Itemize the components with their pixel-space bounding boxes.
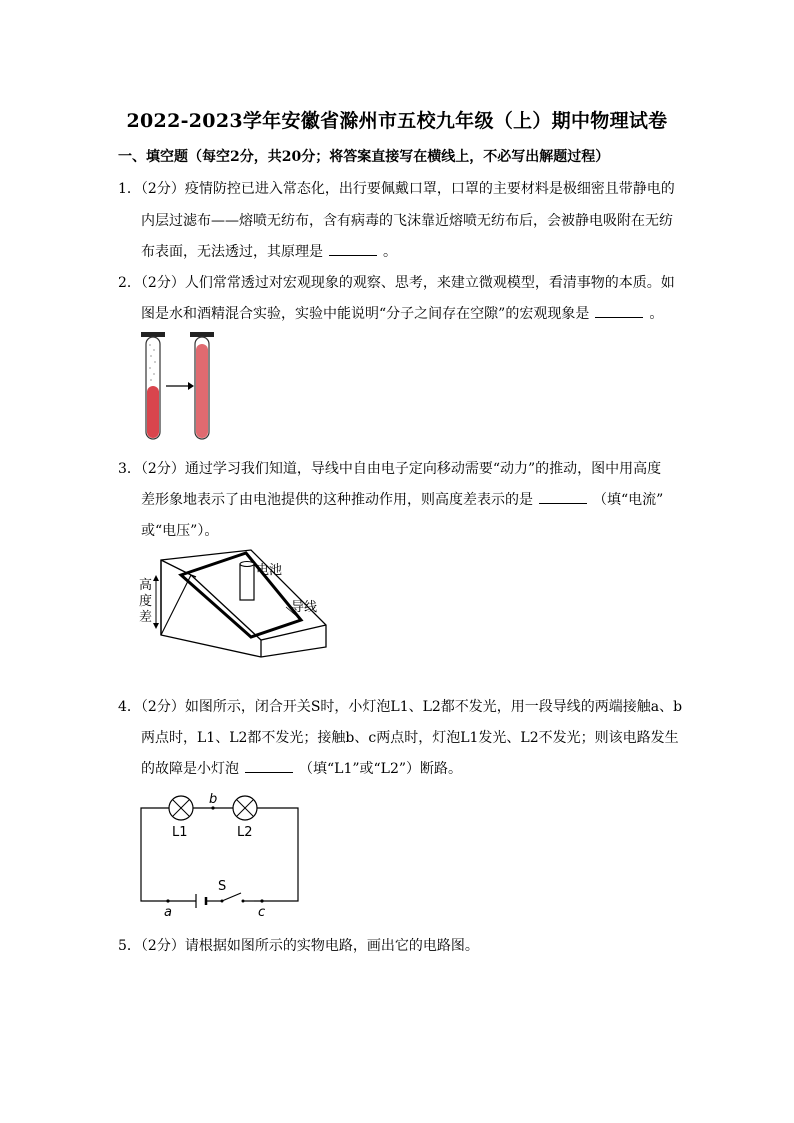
q4-line-3 bbox=[141, 758, 462, 778]
water-left bbox=[147, 386, 159, 438]
battery bbox=[240, 564, 254, 600]
answer-blank[interactable] bbox=[245, 760, 293, 773]
q3-hint: （填“电流” bbox=[593, 492, 664, 508]
q1-line-3 bbox=[141, 241, 397, 261]
q2-line-2 bbox=[141, 303, 663, 323]
q3-line-2 bbox=[141, 489, 663, 509]
switch-s bbox=[222, 893, 241, 901]
height-label-1: 高 bbox=[139, 578, 153, 593]
q1-line-1: 1．（2分）疫情防控已进入常态化，出行要佩戴口罩，口罩的主要材料是极细密且带静电的 bbox=[118, 181, 675, 197]
height-label-2: 度 bbox=[139, 594, 153, 609]
q2-line-1: 2．（2分）人们常常透过对宏观现象的观察、思考，来建立微观模型，看清事物的本质。如 bbox=[118, 275, 675, 291]
q2-text: 图是水和酒精混合实验，实验中能说明“分子之间存在空隙”的宏观现象是 bbox=[141, 306, 590, 322]
q4-line-2: 两点时，L1、L2都不发光；接触b、c两点时，灯泡L1发光、L2不发光；则该电路发生 bbox=[141, 730, 679, 746]
height-difference-figure bbox=[136, 545, 336, 660]
exam-title: 2022-2023学年安徽省滁州市五校九年级（上）期中物理试卷 bbox=[126, 110, 668, 132]
lamp-l2-icon bbox=[233, 796, 257, 820]
label-b: b bbox=[209, 793, 218, 807]
label-l2: L2 bbox=[237, 825, 253, 840]
lamp-l1-icon bbox=[169, 796, 193, 820]
stopper-left bbox=[141, 332, 165, 337]
label-l1: L1 bbox=[172, 825, 188, 840]
q5-line-1: 5．（2分）请根据如图所示的实物电路，画出它的电路图。 bbox=[118, 938, 479, 954]
q2-end: 。 bbox=[649, 306, 664, 322]
label-a: a bbox=[164, 905, 172, 918]
q1-text: 布表面，无法透过，其原理是 bbox=[141, 244, 323, 260]
label-c: c bbox=[258, 905, 266, 918]
height-label-3: 差 bbox=[139, 610, 153, 625]
test-tube-figure bbox=[136, 330, 226, 445]
q1-end: 。 bbox=[383, 244, 397, 260]
answer-blank[interactable] bbox=[539, 491, 587, 504]
answer-blank[interactable] bbox=[595, 305, 643, 318]
section-heading: 一、填空题（每空2分，共20分；将答案直接写在横线上，不必写出解题过程） bbox=[118, 149, 610, 165]
q4-text: 的故障是小灯泡 bbox=[141, 761, 239, 777]
arrow-head-icon bbox=[188, 382, 194, 390]
q4-line-1: 4．（2分）如图所示，闭合开关S时，小灯泡L1、L2都不发光，用一段导线的两端接触a、b bbox=[118, 699, 683, 715]
mixed-liquid bbox=[196, 344, 208, 438]
q4-hint: （填“L1”或“L2”）断路。 bbox=[299, 761, 463, 777]
point-a bbox=[166, 899, 169, 902]
point-c bbox=[260, 899, 263, 902]
label-s: S bbox=[218, 879, 227, 894]
circuit-diagram bbox=[136, 793, 306, 918]
q3-line-1: 3．（2分）通过学习我们知道，导线中自由电子定向移动需要“动力”的推动，图中用高度 bbox=[118, 461, 662, 477]
q3-line-3: 或“电压”）。 bbox=[141, 523, 219, 539]
q1-line-2: 内层过滤布——熔喷无纺布，含有病毒的飞沫靠近熔喷无纺布后，会被静电吸附在无纺 bbox=[141, 213, 673, 229]
stopper-right bbox=[190, 332, 214, 337]
q3-text: 差形象地表示了由电池提供的这种推动作用，则高度差表示的是 bbox=[141, 492, 533, 508]
wire-label: 导线 bbox=[291, 600, 318, 615]
answer-blank[interactable] bbox=[329, 243, 377, 256]
battery-label: 电池 bbox=[256, 563, 283, 578]
